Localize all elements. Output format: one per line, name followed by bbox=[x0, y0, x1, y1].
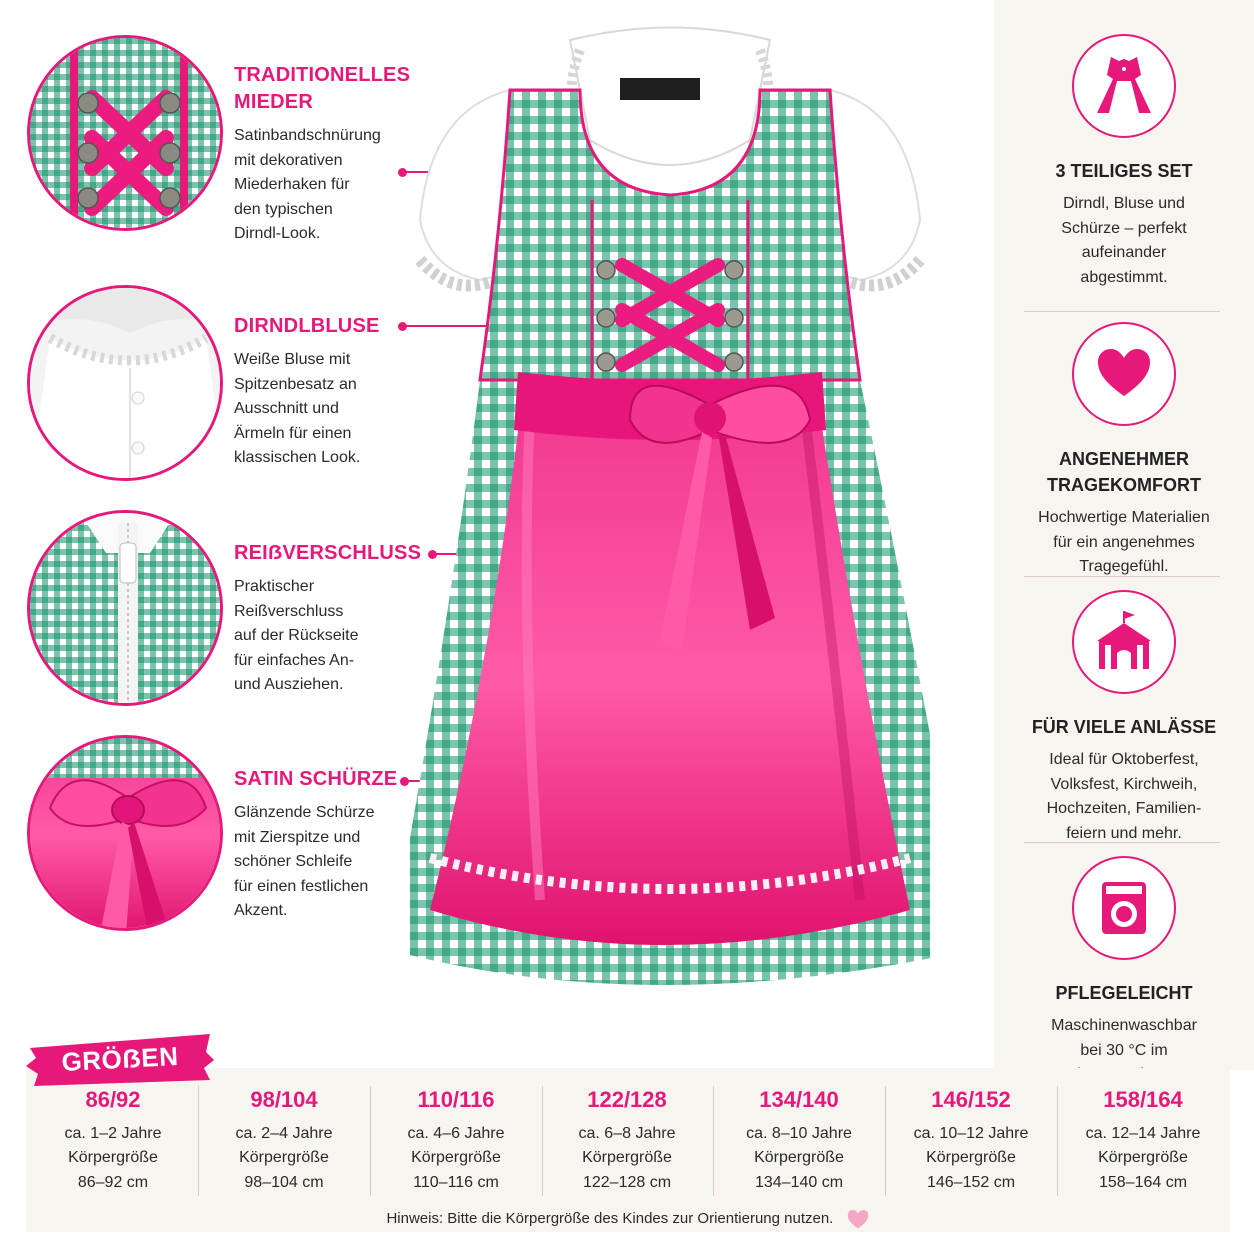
size-note-text: Hinweis: Bitte die Körpergröße des Kindes zur Orientierung nutzen. bbox=[386, 1209, 834, 1227]
size-label: 110/116 bbox=[417, 1087, 495, 1112]
feature-bodice bbox=[234, 62, 411, 247]
size-note bbox=[26, 1208, 1230, 1230]
feature-image-blouse bbox=[27, 285, 223, 481]
benefit-description: Maschinenwaschbar bei 30 °C im bbox=[1051, 1017, 1197, 1059]
feature-description: Glänzende Schürze mit Zierspitze und schöner Schleife für einen festlichen Akzent. bbox=[234, 804, 375, 919]
size-column bbox=[27, 1084, 199, 1195]
benefit-occasions bbox=[994, 590, 1254, 846]
blouse-illustration bbox=[30, 288, 223, 481]
size-column bbox=[370, 1084, 542, 1195]
feature-image-apron bbox=[27, 735, 223, 931]
feature-apron bbox=[234, 766, 404, 924]
heart-icon bbox=[1094, 344, 1154, 404]
size-height: 110–116 cm bbox=[413, 1173, 499, 1191]
dress-icon bbox=[1089, 51, 1159, 121]
size-label: 98/104 bbox=[250, 1087, 318, 1112]
feature-zipper bbox=[234, 540, 422, 698]
heart-icon bbox=[846, 1208, 870, 1230]
benefit-description: Ideal für Oktoberfest, Volksfest, Kirchweih, Hochzeiten, Familien- feiern und mehr. bbox=[1046, 751, 1202, 842]
feature-title: TRADITIONELLES bbox=[234, 64, 411, 86]
feature-image-bodice bbox=[27, 35, 223, 231]
size-label: 158/164 bbox=[1103, 1087, 1183, 1112]
size-age: ca. 6–8 Jahre bbox=[578, 1125, 676, 1142]
size-height: 158–164 cm bbox=[1098, 1173, 1188, 1191]
size-height-label: Körpergröße bbox=[926, 1149, 1016, 1166]
feature-title: DIRNDLBLUSE bbox=[234, 315, 380, 337]
sizes-banner bbox=[24, 1030, 216, 1088]
size-label: 122/128 bbox=[587, 1087, 667, 1112]
size-height: 134–140 cm bbox=[754, 1173, 844, 1191]
benefit-title: 3 TEILIGES SET bbox=[1055, 161, 1193, 181]
bodice-lacing-illustration bbox=[30, 38, 223, 231]
size-height: 86–92 cm bbox=[77, 1173, 149, 1191]
size-column bbox=[198, 1084, 370, 1195]
benefit-divider bbox=[1024, 576, 1220, 577]
feature-description: Weiße Bluse mit Spitzenbesatz an Ausschnitt und Ärmeln für einen klassischen Look. bbox=[234, 351, 361, 466]
benefit-title: FÜR VIELE ANLÄSSE bbox=[1031, 717, 1217, 737]
feature-blouse bbox=[234, 313, 404, 471]
size-label: 134/140 bbox=[759, 1087, 839, 1112]
benefit-title: PFLEGELEICHT bbox=[1055, 983, 1193, 1003]
benefit-icon-ring bbox=[1072, 856, 1176, 960]
size-age: ca. 10–12 Jahre bbox=[913, 1125, 1029, 1142]
benefits-panel bbox=[994, 0, 1254, 1070]
benefit-icon-ring bbox=[1072, 590, 1176, 694]
feature-title: MIEDER bbox=[234, 91, 313, 113]
zipper-illustration bbox=[30, 513, 223, 706]
apron-bow-illustration bbox=[30, 738, 223, 931]
feature-description: Satinbandschnürung mit dekorativen Miederhaken für den typischen Dirndl-Look. bbox=[234, 127, 381, 242]
dirndl-product-image bbox=[410, 20, 930, 1010]
size-label: 146/152 bbox=[931, 1087, 1011, 1112]
benefit-icon-ring bbox=[1072, 322, 1176, 426]
benefit-comfort bbox=[994, 322, 1254, 580]
size-height: 122–128 cm bbox=[582, 1173, 672, 1191]
size-height-label: Körpergröße bbox=[68, 1149, 158, 1166]
benefit-divider bbox=[1024, 311, 1220, 312]
size-age: ca. 8–10 Jahre bbox=[746, 1125, 852, 1142]
washing-machine-icon bbox=[1094, 878, 1154, 938]
feature-image-zipper bbox=[27, 510, 223, 706]
size-column bbox=[541, 1084, 713, 1195]
festival-tent-icon bbox=[1089, 607, 1159, 677]
size-label: 86/92 bbox=[85, 1087, 141, 1112]
size-age: ca. 12–14 Jahre bbox=[1085, 1125, 1201, 1142]
size-height-label: Körpergröße bbox=[582, 1149, 672, 1166]
benefit-title: ANGENEHMER bbox=[1058, 449, 1189, 469]
size-column bbox=[885, 1084, 1057, 1195]
benefit-title: TRAGEKOMFORT bbox=[1047, 475, 1201, 495]
size-height-label: Körpergröße bbox=[1098, 1149, 1188, 1166]
benefit-description: Hochwertige Materialien für ein angenehmes Tragegefühl. bbox=[1038, 509, 1210, 575]
size-age: ca. 1–2 Jahre bbox=[64, 1125, 162, 1142]
sizes-heading: GRÖẞEN bbox=[60, 1040, 180, 1078]
feature-description: Praktischer Reißverschluss auf der Rückseite für einfaches An- und Ausziehen. bbox=[234, 578, 359, 693]
feature-title: SATIN SCHÜRZE bbox=[234, 768, 398, 790]
size-height: 98–104 cm bbox=[244, 1173, 324, 1191]
size-age: ca. 2–4 Jahre bbox=[235, 1125, 333, 1142]
feature-title: REIẞVERSCHLUSS bbox=[234, 542, 422, 564]
size-age: ca. 4–6 Jahre bbox=[407, 1125, 505, 1142]
size-height-label: Körpergröße bbox=[239, 1149, 329, 1166]
size-height-label: Körpergröße bbox=[754, 1149, 844, 1166]
size-column bbox=[713, 1084, 885, 1195]
benefit-description: Dirndl, Bluse und Schürze – perfekt aufeinander abgestimmt. bbox=[1061, 195, 1187, 286]
size-column bbox=[1057, 1084, 1229, 1195]
benefit-set bbox=[994, 34, 1254, 290]
size-height: 146–152 cm bbox=[926, 1173, 1016, 1191]
size-height-label: Körpergröße bbox=[411, 1149, 501, 1166]
benefit-divider bbox=[1024, 842, 1220, 843]
benefit-easy-care bbox=[994, 856, 1254, 1088]
benefit-icon-ring bbox=[1072, 34, 1176, 138]
